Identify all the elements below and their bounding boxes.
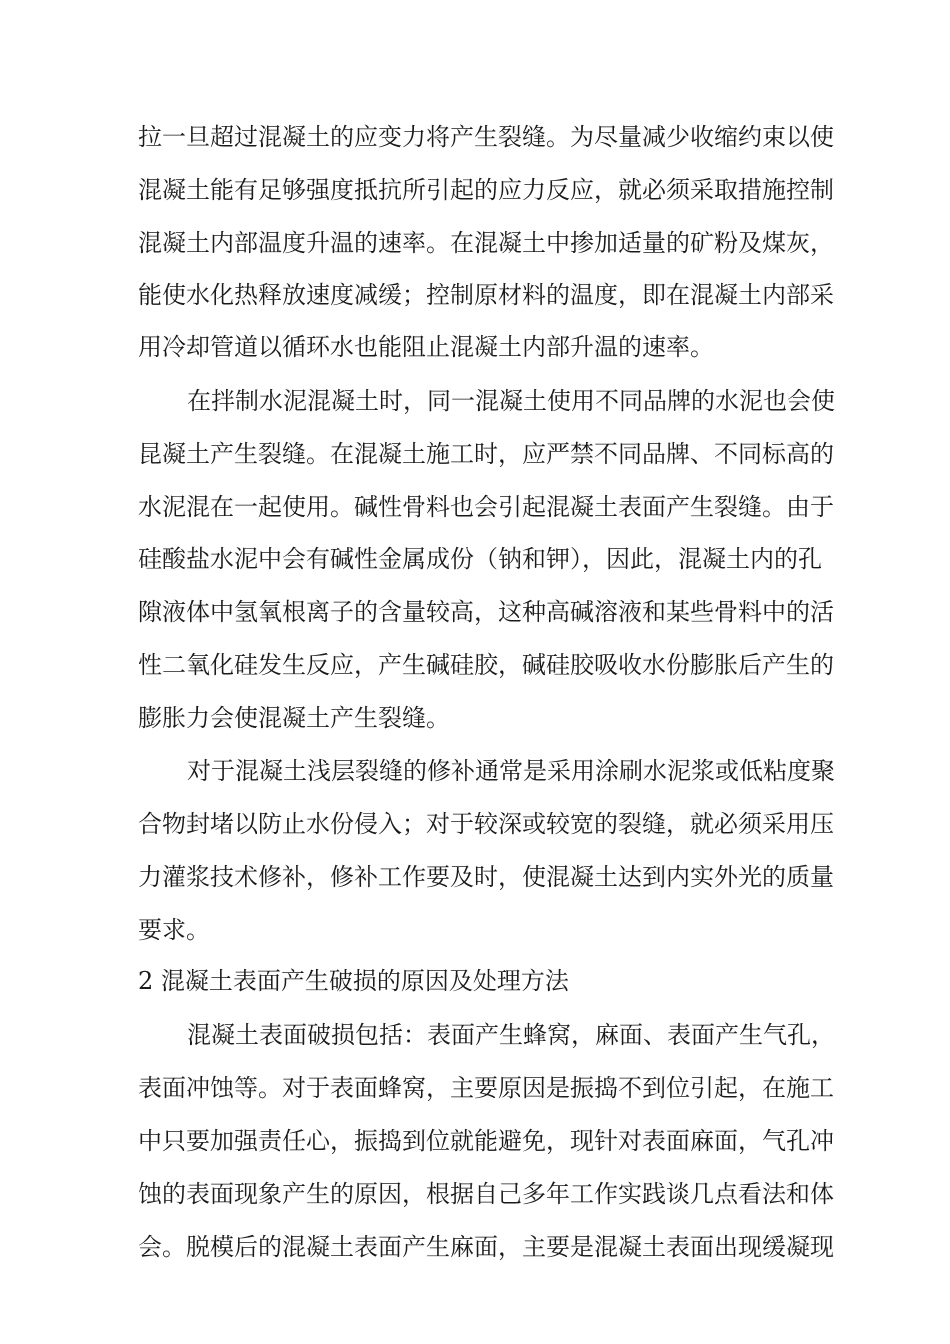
paragraph-3-line-1: 对于混凝土浅层裂缝的修补通常是采用涂刷水泥浆或低粘度聚 <box>187 757 835 785</box>
section-paragraph-line-4: 蚀的表面现象产生的原因，根据自己多年工作实践谈几点看法和体 <box>138 1180 834 1208</box>
paragraph-1-line-5: 用冷却管道以循环水也能阻止混凝土内部升温的速率。 <box>138 333 714 361</box>
section-heading: 2 混凝土表面产生破损的原因及处理方法 <box>138 967 569 995</box>
paragraph-3-line-3: 力灌浆技术修补，修补工作要及时，使混凝土达到内实外光的质量 <box>138 863 834 891</box>
paragraph-1-line-2: 混凝土能有足够强度抵抗所引起的应力反应，就必须采取措施控制 <box>138 176 834 204</box>
section-paragraph-line-2: 表面冲蚀等。对于表面蜂窝，主要原因是振捣不到位引起，在施工 <box>138 1074 834 1102</box>
paragraph-2-line-3: 水泥混在一起使用。碱性骨料也会引起混凝土表面产生裂缝。由于 <box>138 493 834 521</box>
section-paragraph-line-1: 混凝土表面破损包括：表面产生蜂窝，麻面、表面产生气孔， <box>187 1021 835 1049</box>
paragraph-2-line-6: 性二氧化硅发生反应，产生碱硅胶，碱硅胶吸收水份膨胀后产生的 <box>138 651 834 679</box>
paragraph-1-line-4: 能使水化热释放速度减缓；控制原材料的温度，即在混凝土内部采 <box>138 281 834 309</box>
paragraph-1-line-1: 拉一旦超过混凝土的应变力将产生裂缝。为尽量减少收缩约束以使 <box>138 123 834 151</box>
paragraph-2-line-4: 硅酸盐水泥中会有碱性金属成份（钠和钾），因此，混凝土内的孔 <box>138 545 822 573</box>
paragraph-2-line-2: 昆凝土产生裂缝。在混凝土施工时，应严禁不同品牌、不同标高的 <box>138 440 834 468</box>
section-paragraph-line-3: 中只要加强责任心，振捣到位就能避免，现针对表面麻面，气孔冲 <box>138 1127 834 1155</box>
paragraph-3-line-4: 要求。 <box>138 916 210 944</box>
paragraph-3-line-2: 合物封堵以防止水份侵入；对于较深或较宽的裂缝，就必须采用压 <box>138 810 834 838</box>
paragraph-1-line-3: 混凝土内部温度升温的速率。在混凝土中掺加适量的矿粉及煤灰， <box>138 229 834 257</box>
paragraph-2-line-7: 膨胀力会使混凝土产生裂缝。 <box>138 704 450 732</box>
paragraph-2-line-5: 隙液体中氢氧根离子的含量较高，这种高碱溶液和某些骨料中的活 <box>138 598 834 626</box>
paragraph-2-line-1: 在拌制水泥混凝土时，同一混凝土使用不同品牌的水泥也会使 <box>187 387 835 415</box>
section-paragraph-line-5: 会。脱模后的混凝土表面产生麻面，主要是混凝土表面出现缓凝现 <box>138 1233 834 1261</box>
